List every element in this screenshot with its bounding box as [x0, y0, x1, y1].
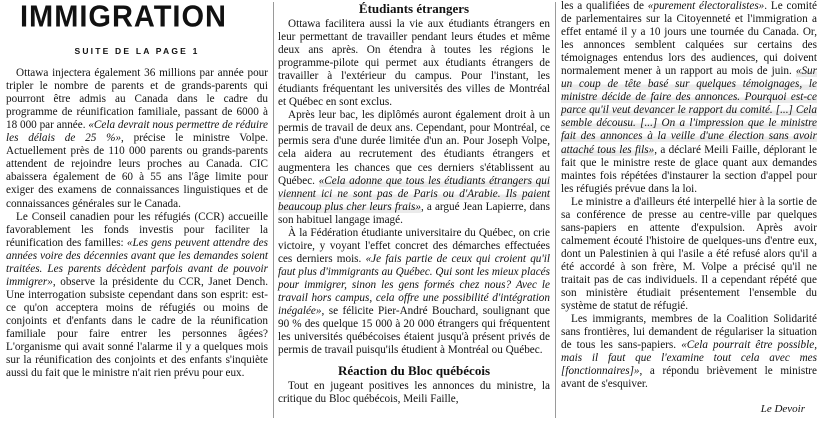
subheading-foreign-students: Étudiants étrangers — [358, 1, 470, 16]
byline-source: Le Devoir — [760, 403, 805, 416]
article-column-2 — [278, 0, 550, 406]
paragraph: Après leur bac, les diplômés auront également droit à un permis de travail de deux ans. Cependant, pour Montréal, ce permis sera d'une durée limitée d'un an. Pour Joseph Volpe, cela aidera au recrutement des étudiants étrangers et augmentera les chances que ces derniers s'établissent au Québec. «Cela adonne que tous les étudiants étrangers qui viennent ici ne sont pas de Paris ou d'Arabie. Ils paient beaucoup plus cher leurs frais», a argué Jean Lapierre, dans son habituel langage imagé. — [278, 109, 550, 226]
paragraph: Le Conseil canadien pour les réfugiés (CCR) accueille favorablement les fonds investis pour faciliter la réunification des familles: «Les gens peuvent attendre des années voire des décennies avant que les demandes soient traitées. Les parents décèdent parfois avant de pouvoir immigrer», observe la présidente du CCR, Janet Dench. Une interrogation subsiste cependant dans son esprit: est-ce qu'on acceptera moins de réfugiés ou moins de conjoints et d'enfants dans le cadre de la réunification familiale pour faire entrer les personnes âgées? L'organisme qui avait sonné l'alarme il y a quelques mois sur la réunification des conjoints et des enfants s'inquiète aussi du fait que le ministre n'ait rien prévu pour eux. — [6, 210, 268, 380]
article-column-1 — [6, 0, 268, 380]
paragraph: Le ministre a d'ailleurs été interpellé hier à la sortie de sa conférence de presse au centre-ville par quelques sans-papiers en attente d'expulsion. Après avoir calmement écouté l'histoire de quelques-uns d'entre eux, dont un Palestinien à qui l'asile a été refusé alors qu'il a été accordé à son frère, M. Volpe a précisé qu'il ne traitait pas de cas individuels. Il a cependant répété que son ministère étudiait présentement l'ensemble du système de statut de réfugié. — [561, 195, 817, 313]
subheading-bloc-reaction: Réaction du Bloc québécois — [337, 363, 491, 379]
column-rule — [273, 2, 274, 418]
article-column-3 — [561, 0, 817, 416]
continued-from-label: SUITE DE LA PAGE 1 — [74, 46, 200, 56]
paragraph: Tout en jugeant positives les annonces du ministre, la critique du Bloc québécois, Meili Faille, — [278, 380, 550, 406]
paragraph: Les immigrants, membres de la Coalition Solidarité sans frontières, lui demandent de régulariser la situation de tous les sans-papiers. «Cela pourrait être possible, mais il faut que l'examine tout cela avec mes [fonctionnaires]», a répondu brièvement le ministre avant de s'esquiver. — [561, 313, 817, 391]
article-title: IMMIGRATION — [20, 0, 227, 34]
paragraph: les a qualifiées de «purement électoralistes». Le comité de parlementaires sur la Citoyenneté et l'immigration a effet entamé il y a 10 jours une tournée du Canada. Or, les annonces semblent calquées sur certains des témoignages entendus lors des audiences, qui doivent normalement mener à un rapport au mois de juin. «Sur un coup de tête basé sur quelques témoignages, le ministre décide de faire des annonces. Pourquoi est-ce parce qu'il veut devancer le rapport du comité. [...] Cela semble décousu. [...] On a l'impression que le ministre fait des annonces à la veille d'une élection sans avoir attaché tous les fils», a déclaré Meili Faille, déplorant le fait que le ministre reste de glace quant aux demandes maintes fois répétées d'instaurer la section d'appel pour les réfugiés prévue dans la loi. — [561, 0, 818, 195]
paragraph: À la Fédération étudiante universitaire du Québec, on crie victoire, y voyant l'effet concret des démarches effectuées ces derniers mois. «Je fais partie de ceux qui croient qu'il faut plus d'immigrants au Québec. Qui sont les mieux placés pour immigrer, sinon les gens formés chez nous? Avec le travail hors campus, cela offre une possibilité d'intégration inégalée», se félicite Pier-André Bouchard, soulignant que 90 % des quelque 15 000 à 20 000 étrangers qui fréquentent les universités québécoises étaient jusqu'à présent privés de permis de travail puisqu'ils étudient à Montréal ou Québec. — [278, 226, 550, 357]
paragraph: Ottawa facilitera aussi la vie aux étudiants étrangers en leur permettant de travailler pendant leurs études et même deux ans après. On étendra à toutes les régions le programme-pilote qui permet aux étudiants étrangers de travailler à l'extérieur du campus. Pour l'instant, les étudiants fréquentant les universités des villes de Montréal et Québec en sont exclus. — [278, 18, 550, 109]
column-rule — [555, 2, 556, 418]
paragraph: Ottawa injectera également 36 millions par année pour tripler le nombre de parents et de grands-parents qui pourront être admis au Canada dans le cadre du programme de réunification familiale, passant de 6000 à 18 000 par année. «Cela devrait nous permettre de réduire les délais de 25 %», précise le ministre Volpe. Actuellement près de 110 000 parents ou grands-parents attendent de rejoindre leurs proches au Canada. CIC abaissera également de 60 à 55 ans l'âge limite pour exiger des examens de connaissances linguistiques et de connaissances générales sur le Canada. — [6, 67, 269, 210]
